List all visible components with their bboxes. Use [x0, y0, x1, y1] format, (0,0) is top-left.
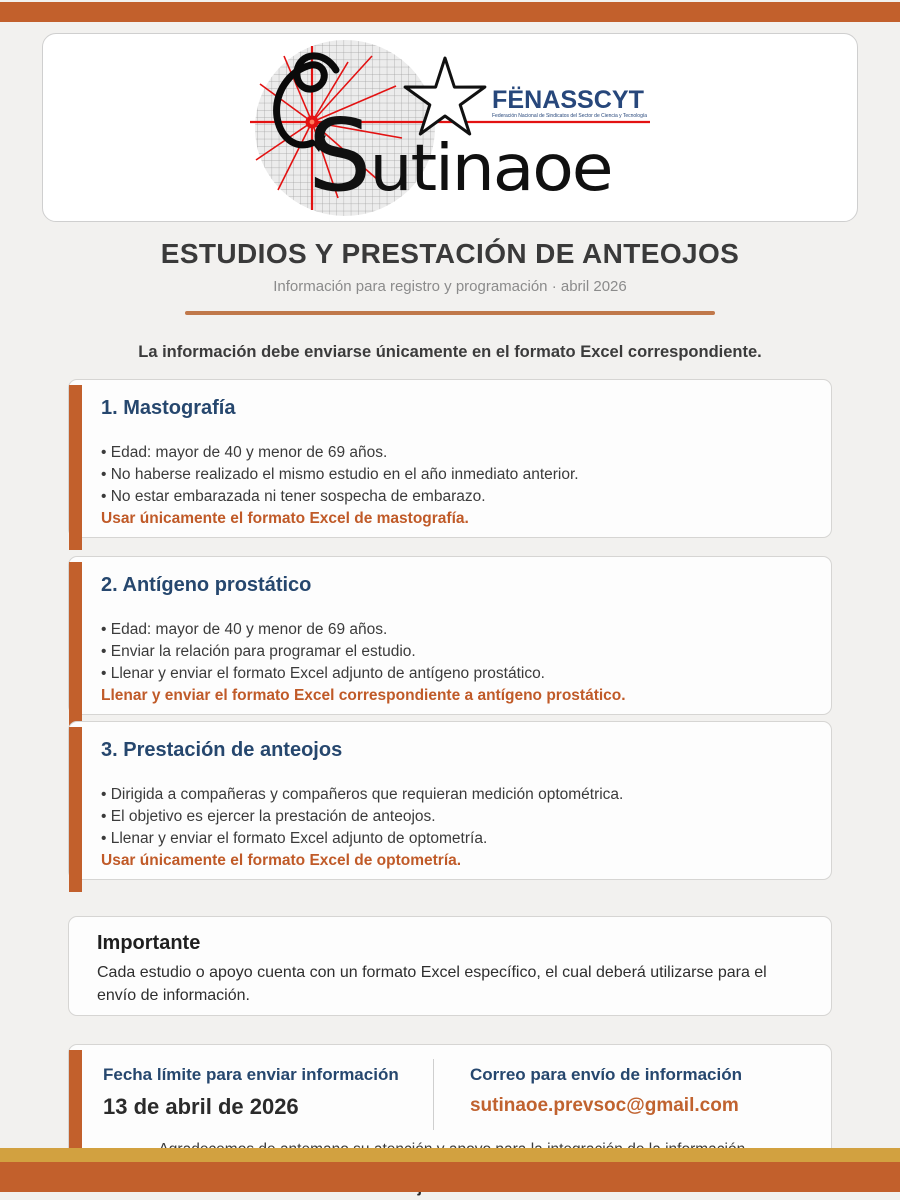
footer-columns: [103, 1059, 805, 1130]
section-card-antigeno: [68, 556, 832, 715]
federation-wordmark: FËNASSCYT: [492, 85, 644, 114]
bullet-item: • El objetivo es ejercer la prestación de anteojos.: [101, 806, 801, 828]
section-accent-bar: [69, 385, 82, 550]
important-card: [68, 916, 832, 1016]
section-accent-bar: [69, 727, 82, 892]
intro-line: La información debe enviarse únicamente en el formato Excel correspondiente.: [138, 343, 762, 361]
section-title: 2. Antígeno prostático: [101, 574, 312, 596]
deadline-label: Fecha límite para enviar información: [103, 1065, 399, 1084]
top-accent-bar: [0, 2, 900, 22]
section-title: 3. Prestación de anteojos: [101, 739, 343, 761]
deadline-column: [103, 1059, 433, 1130]
deadline-value: 13 de abril de 2026: [103, 1094, 299, 1119]
bullet-item: • Enviar la relación para programar el estudio.: [101, 641, 801, 663]
brand-wordmark: Sutinaoe: [308, 96, 612, 214]
bullet-item: • No estar embarazada ni tener sospecha de embarazo.: [101, 486, 801, 508]
logo: [250, 38, 650, 218]
bullet-item: • Llenar y enviar el formato Excel adjunto de optometría.: [101, 828, 801, 850]
bullet-item: • Edad: mayor de 40 y menor de 69 años.: [101, 442, 801, 464]
section-note: Llenar y enviar el formato Excel correspondiente a antígeno prostático.: [101, 687, 626, 704]
section-bullets: [101, 442, 801, 508]
email-label: Correo para envío de información: [469, 1065, 742, 1084]
bullet-item: • No haberse realizado el mismo estudio en el año inmediato anterior.: [101, 464, 801, 486]
section-card-anteojos: [68, 721, 832, 880]
section-title: 1. Mastografía: [101, 397, 236, 419]
email-column: [433, 1059, 805, 1130]
federation-subtitle: Federación Nacional de Sindicatos del Sector de Ciencia y Tecnología: [492, 112, 647, 119]
bottom-accent-bar: [0, 1162, 900, 1192]
logo-card: [42, 33, 858, 222]
bottom-gold-bar: [0, 1148, 900, 1162]
section-bullets: [101, 619, 801, 685]
section-bullets: [101, 784, 801, 850]
email-link[interactable]: sutinaoe.prevsoc@gmail.com: [469, 1095, 739, 1116]
page-title: ESTUDIOS Y PRESTACIÓN DE ANTEOJOS: [160, 238, 740, 269]
important-title: Importante: [97, 932, 201, 954]
bullet-item: • Edad: mayor de 40 y menor de 69 años.: [101, 619, 801, 641]
section-note: Usar únicamente el formato Excel de mastografía.: [101, 510, 469, 527]
title-divider: [185, 311, 715, 315]
section-note: Usar únicamente el formato Excel de optometría.: [101, 852, 462, 869]
important-body: Cada estudio o apoyo cuenta con un formato Excel específico, el cual deberá utilizarse para el envío de información.: [97, 964, 767, 1004]
bullet-item: • Dirigida a compañeras y compañeros que requieran medición optométrica.: [101, 784, 801, 806]
bullet-item: • Llenar y enviar el formato Excel adjunto de antígeno prostático.: [101, 663, 801, 685]
section-card-mastografia: [68, 379, 832, 538]
section-accent-bar: [69, 562, 82, 727]
page-subtitle: Información para registro y programación · abril 2026: [273, 278, 627, 295]
